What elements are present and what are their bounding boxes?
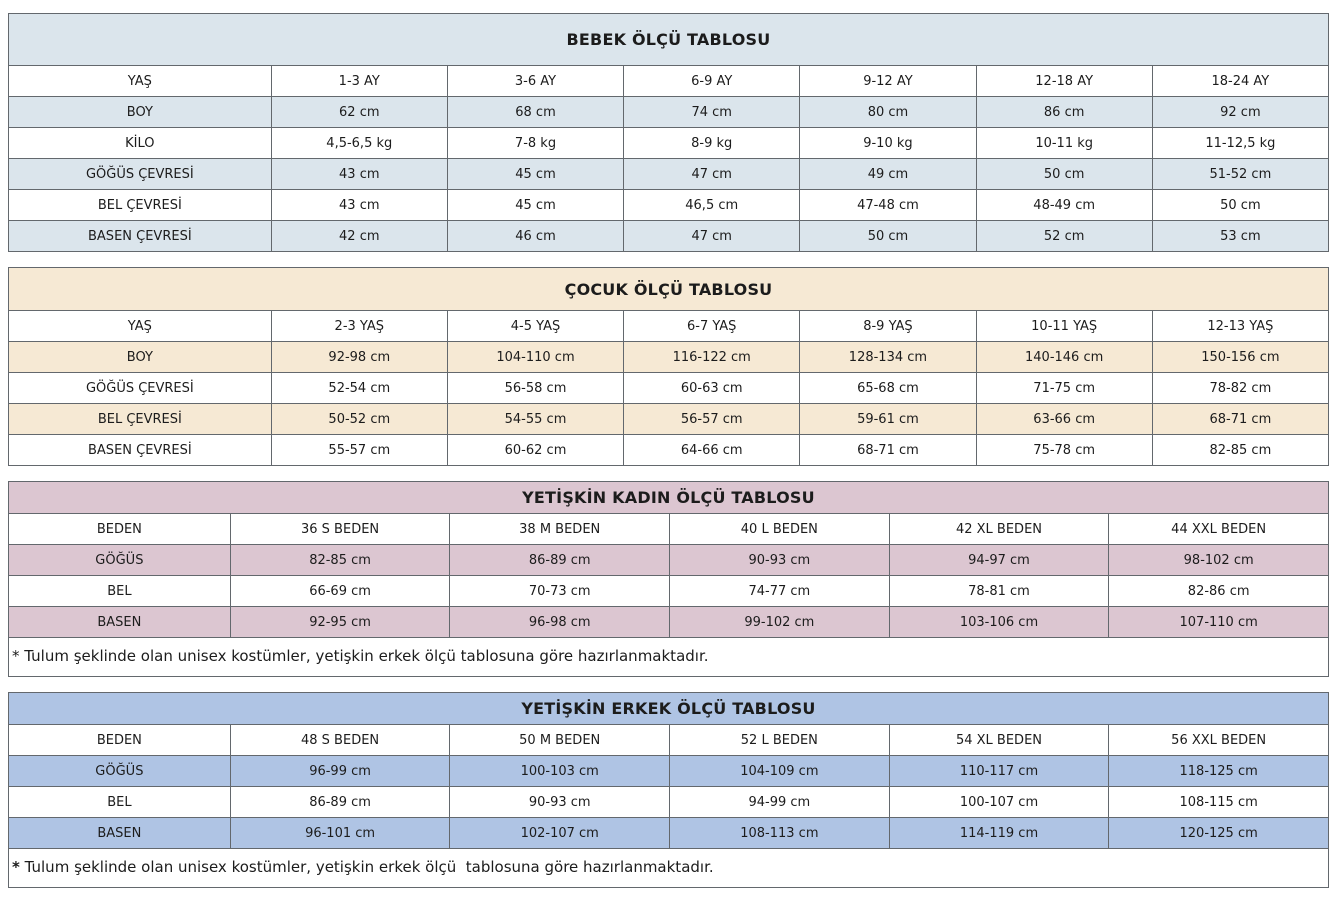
table-row xyxy=(9,128,1329,159)
table-cell: 47-48 cm xyxy=(800,190,976,221)
table-cell: 92 cm xyxy=(1152,97,1328,128)
table-cell: 4,5-6,5 kg xyxy=(271,128,447,159)
table-cell: 90-93 cm xyxy=(670,545,890,576)
table-note-yetiskin-erkek: * Tulum şeklinde olan unisex kostümler, yetişkin erkek ölçü tablosuna göre hazırlanmaktadır. xyxy=(9,849,1329,888)
row-label: BASEN xyxy=(9,607,231,638)
table-row xyxy=(9,373,1329,404)
table-row xyxy=(9,435,1329,466)
table-cell: 2-3 YAŞ xyxy=(271,311,447,342)
table-title-yetiskin-erkek: YETİŞKİN ERKEK ÖLÇÜ TABLOSU xyxy=(9,693,1329,725)
row-label: BEL ÇEVRESİ xyxy=(9,190,272,221)
table-cell: 8-9 YAŞ xyxy=(800,311,976,342)
table-cell: 150-156 cm xyxy=(1152,342,1328,373)
row-label: GÖĞÜS ÇEVRESİ xyxy=(9,159,272,190)
table-cell: 52 L BEDEN xyxy=(670,725,890,756)
table-cell: 96-98 cm xyxy=(450,607,670,638)
table-row xyxy=(9,818,1329,849)
table-cell: 53 cm xyxy=(1152,221,1328,252)
row-label: YAŞ xyxy=(9,311,272,342)
table-cell: 43 cm xyxy=(271,190,447,221)
table-cell: 68 cm xyxy=(447,97,623,128)
table-cell: 6-9 AY xyxy=(624,66,800,97)
table-cell: 45 cm xyxy=(447,159,623,190)
table-row xyxy=(9,342,1329,373)
table-cell: 10-11 kg xyxy=(976,128,1152,159)
table-row xyxy=(9,404,1329,435)
table-cell: 92-98 cm xyxy=(271,342,447,373)
table-cell: 50 cm xyxy=(1152,190,1328,221)
table-cell: 9-10 kg xyxy=(800,128,976,159)
table-row xyxy=(9,607,1329,638)
table-cell: 52 cm xyxy=(976,221,1152,252)
table-cell: 56 XXL BEDEN xyxy=(1109,725,1329,756)
table-title-bebek: BEBEK ÖLÇÜ TABLOSU xyxy=(9,14,1329,66)
table-cell: 54-55 cm xyxy=(447,404,623,435)
table-cell: 51-52 cm xyxy=(1152,159,1328,190)
table-cell: 86-89 cm xyxy=(230,787,450,818)
table-cell: 92-95 cm xyxy=(230,607,450,638)
row-label: YAŞ xyxy=(9,66,272,97)
table-cell: 74-77 cm xyxy=(670,576,890,607)
table-row xyxy=(9,159,1329,190)
table-cell: 66-69 cm xyxy=(230,576,450,607)
size-table-cocuk xyxy=(8,267,1329,466)
table-cell: 78-82 cm xyxy=(1152,373,1328,404)
table-cell: 108-113 cm xyxy=(670,818,890,849)
size-table-yetiskin-erkek xyxy=(8,692,1329,888)
table-cell: 68-71 cm xyxy=(1152,404,1328,435)
table-cell: 94-99 cm xyxy=(670,787,890,818)
table-cell: 107-110 cm xyxy=(1109,607,1329,638)
table-cell: 46 cm xyxy=(447,221,623,252)
row-label: BASEN xyxy=(9,818,231,849)
table-cell: 54 XL BEDEN xyxy=(889,725,1109,756)
table-cell: 12-18 AY xyxy=(976,66,1152,97)
table-cell: 47 cm xyxy=(624,221,800,252)
table-cell: 100-107 cm xyxy=(889,787,1109,818)
row-label: BEDEN xyxy=(9,514,231,545)
table-cell: 118-125 cm xyxy=(1109,756,1329,787)
table-cell: 48 S BEDEN xyxy=(230,725,450,756)
table-cell: 82-85 cm xyxy=(1152,435,1328,466)
table-cell: 128-134 cm xyxy=(800,342,976,373)
table-row xyxy=(9,787,1329,818)
table-cell: 74 cm xyxy=(624,97,800,128)
table-cell: 90-93 cm xyxy=(450,787,670,818)
table-cell: 36 S BEDEN xyxy=(230,514,450,545)
table-cell: 1-3 AY xyxy=(271,66,447,97)
table-cell: 62 cm xyxy=(271,97,447,128)
table-cell: 100-103 cm xyxy=(450,756,670,787)
table-title-cocuk: ÇOCUK ÖLÇÜ TABLOSU xyxy=(9,268,1329,311)
table-cell: 94-97 cm xyxy=(889,545,1109,576)
table-cell: 63-66 cm xyxy=(976,404,1152,435)
row-label: BOY xyxy=(9,342,272,373)
row-label: BASEN ÇEVRESİ xyxy=(9,221,272,252)
table-cell: 64-66 cm xyxy=(624,435,800,466)
table-cell: 80 cm xyxy=(800,97,976,128)
table-cell: 10-11 YAŞ xyxy=(976,311,1152,342)
table-cell: 6-7 YAŞ xyxy=(624,311,800,342)
table-row xyxy=(9,97,1329,128)
row-label: KİLO xyxy=(9,128,272,159)
table-cell: 4-5 YAŞ xyxy=(447,311,623,342)
row-label: BEDEN xyxy=(9,725,231,756)
table-cell: 43 cm xyxy=(271,159,447,190)
table-cell: 86 cm xyxy=(976,97,1152,128)
table-cell: 46,5 cm xyxy=(624,190,800,221)
table-cell: 18-24 AY xyxy=(1152,66,1328,97)
table-cell: 56-57 cm xyxy=(624,404,800,435)
table-cell: 59-61 cm xyxy=(800,404,976,435)
table-row xyxy=(9,221,1329,252)
table-cell: 40 L BEDEN xyxy=(670,514,890,545)
table-cell: 110-117 cm xyxy=(889,756,1109,787)
table-cell: 104-110 cm xyxy=(447,342,623,373)
table-cell: 75-78 cm xyxy=(976,435,1152,466)
table-cell: 55-57 cm xyxy=(271,435,447,466)
table-cell: 47 cm xyxy=(624,159,800,190)
table-cell: 60-63 cm xyxy=(624,373,800,404)
table-cell: 50 cm xyxy=(976,159,1152,190)
table-cell: 96-101 cm xyxy=(230,818,450,849)
table-cell: 70-73 cm xyxy=(450,576,670,607)
row-label: BASEN ÇEVRESİ xyxy=(9,435,272,466)
table-cell: 68-71 cm xyxy=(800,435,976,466)
table-cell: 114-119 cm xyxy=(889,818,1109,849)
table-cell: 50 cm xyxy=(800,221,976,252)
table-cell: 103-106 cm xyxy=(889,607,1109,638)
table-row xyxy=(9,190,1329,221)
table-row xyxy=(9,311,1329,342)
table-cell: 7-8 kg xyxy=(447,128,623,159)
table-cell: 12-13 YAŞ xyxy=(1152,311,1328,342)
table-cell: 50 M BEDEN xyxy=(450,725,670,756)
table-cell: 49 cm xyxy=(800,159,976,190)
table-cell: 44 XXL BEDEN xyxy=(1109,514,1329,545)
row-label: GÖĞÜS xyxy=(9,545,231,576)
table-row xyxy=(9,756,1329,787)
size-table-yetiskin-kadin xyxy=(8,481,1329,677)
table-cell: 116-122 cm xyxy=(624,342,800,373)
table-cell: 98-102 cm xyxy=(1109,545,1329,576)
table-row xyxy=(9,725,1329,756)
table-cell: 96-99 cm xyxy=(230,756,450,787)
table-cell: 56-58 cm xyxy=(447,373,623,404)
table-cell: 60-62 cm xyxy=(447,435,623,466)
table-cell: 99-102 cm xyxy=(670,607,890,638)
table-row xyxy=(9,66,1329,97)
table-cell: 38 M BEDEN xyxy=(450,514,670,545)
size-table-bebek xyxy=(8,13,1329,252)
note-asterisk: * xyxy=(12,858,20,876)
table-cell: 42 cm xyxy=(271,221,447,252)
table-cell: 108-115 cm xyxy=(1109,787,1329,818)
row-label: BEL xyxy=(9,576,231,607)
table-cell: 48-49 cm xyxy=(976,190,1152,221)
table-cell: 78-81 cm xyxy=(889,576,1109,607)
row-label: BOY xyxy=(9,97,272,128)
note-asterisk: * xyxy=(12,647,20,665)
table-row xyxy=(9,514,1329,545)
table-cell: 82-86 cm xyxy=(1109,576,1329,607)
table-cell: 8-9 kg xyxy=(624,128,800,159)
table-cell: 140-146 cm xyxy=(976,342,1152,373)
table-row xyxy=(9,576,1329,607)
table-cell: 104-109 cm xyxy=(670,756,890,787)
table-cell: 9-12 AY xyxy=(800,66,976,97)
table-cell: 102-107 cm xyxy=(450,818,670,849)
table-note-yetiskin-kadin: * Tulum şeklinde olan unisex kostümler, yetişkin erkek ölçü tablosuna göre hazırlanmaktadır. xyxy=(9,638,1329,677)
row-label: BEL xyxy=(9,787,231,818)
table-cell: 86-89 cm xyxy=(450,545,670,576)
table-cell: 65-68 cm xyxy=(800,373,976,404)
table-cell: 52-54 cm xyxy=(271,373,447,404)
table-cell: 71-75 cm xyxy=(976,373,1152,404)
table-cell: 45 cm xyxy=(447,190,623,221)
table-cell: 11-12,5 kg xyxy=(1152,128,1328,159)
table-cell: 3-6 AY xyxy=(447,66,623,97)
row-label: GÖĞÜS xyxy=(9,756,231,787)
table-cell: 42 XL BEDEN xyxy=(889,514,1109,545)
table-cell: 50-52 cm xyxy=(271,404,447,435)
row-label: BEL ÇEVRESİ xyxy=(9,404,272,435)
table-cell: 120-125 cm xyxy=(1109,818,1329,849)
table-title-yetiskin-kadin: YETİŞKİN KADIN ÖLÇÜ TABLOSU xyxy=(9,482,1329,514)
row-label: GÖĞÜS ÇEVRESİ xyxy=(9,373,272,404)
table-row xyxy=(9,545,1329,576)
table-cell: 82-85 cm xyxy=(230,545,450,576)
